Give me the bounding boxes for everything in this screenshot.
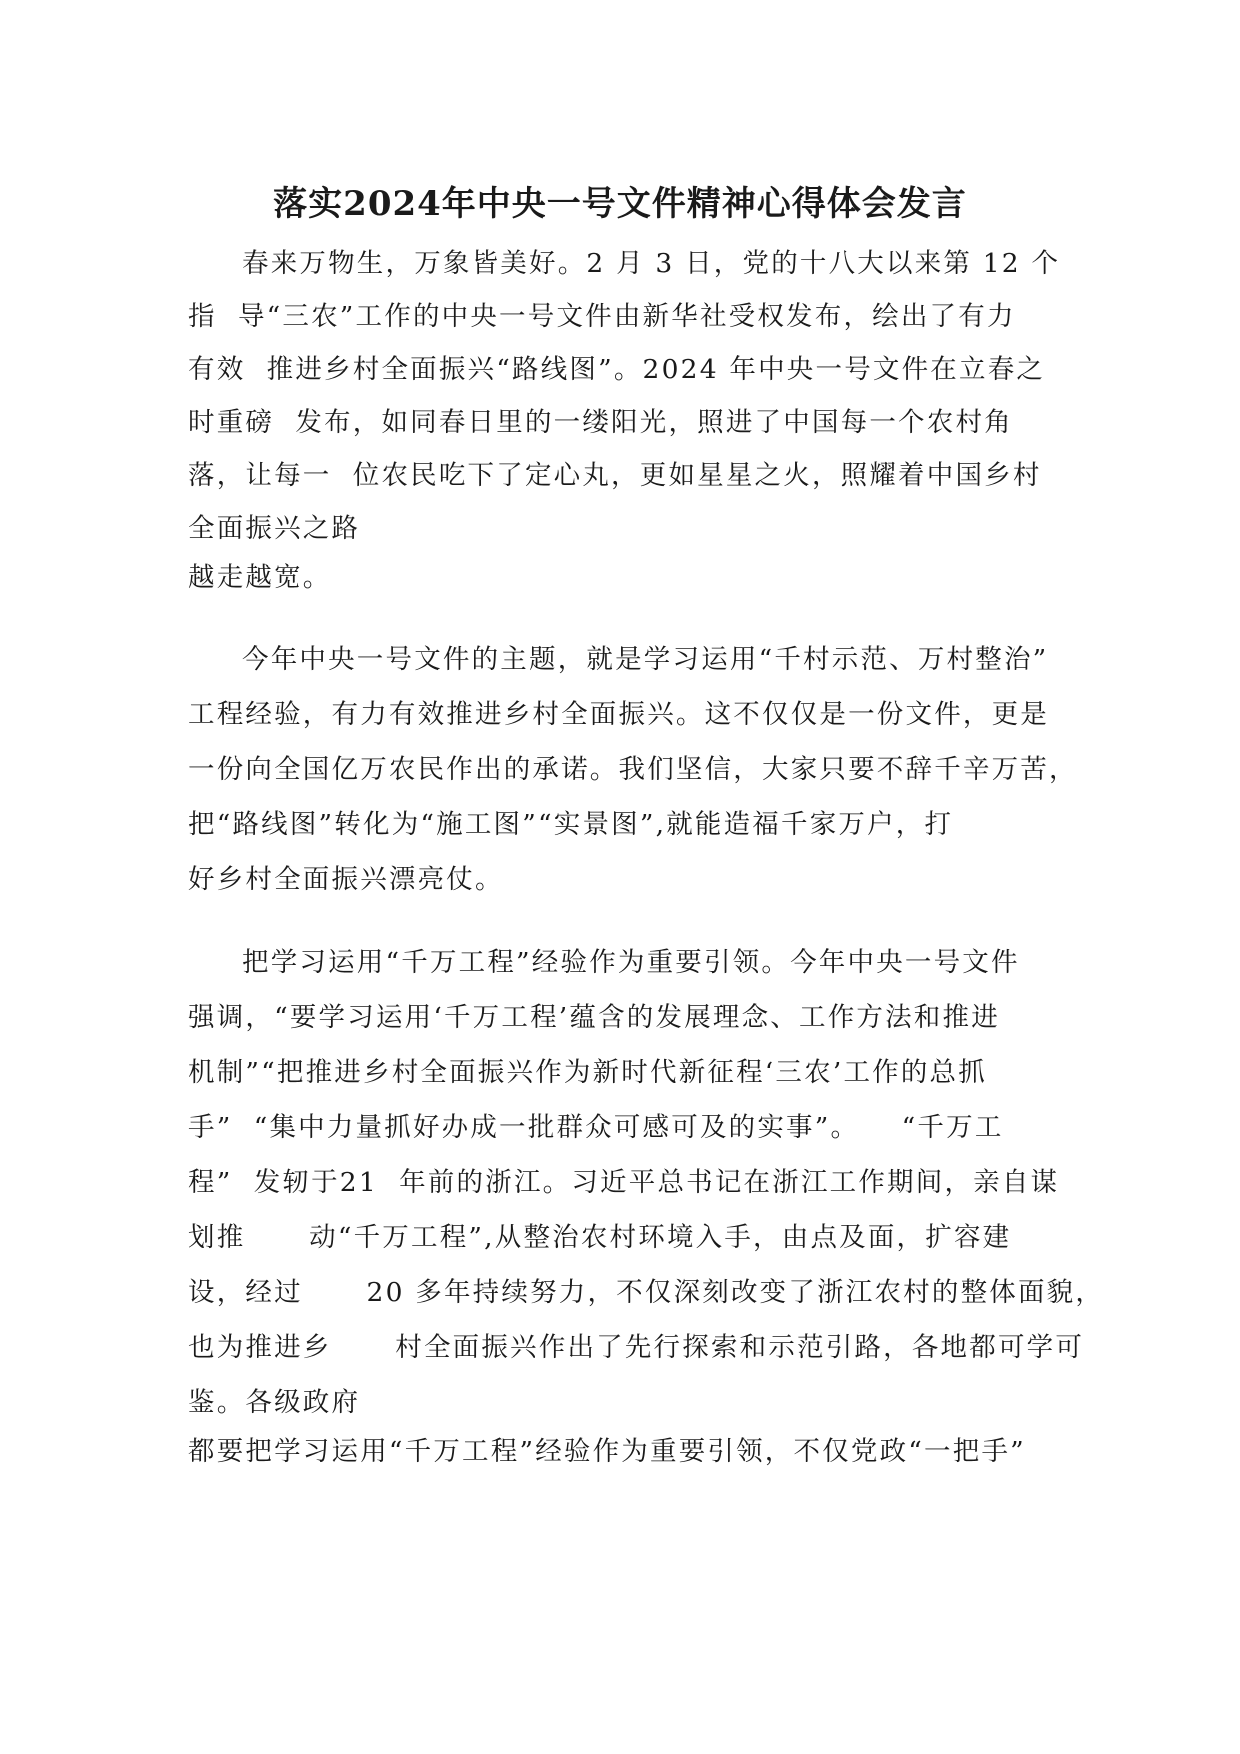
paragraph-1-line-2: 指 导“三农”工作的中央一号文件由新华社受权发布，绘出了有力 (188, 301, 1016, 332)
paragraph-3-line-10: 都要把学习运用“千万工程”经验作为重要引领，不仅党政“一把手” (188, 1436, 1026, 1467)
paragraph-1-line-1: 春来万物生，万象皆美好。2 月 3 日，党的十八大以来第 12 个 (242, 248, 1061, 279)
paragraph-3-line-4: 手” “集中力量抓好办成一批群众可感可及的实事”。 “千万工 (188, 1112, 1004, 1143)
paragraph-2-line-1: 今年中央一号文件的主题，就是学习运用“千村示范、万村整治” (242, 644, 1049, 675)
paragraph-2-line-3: 一份向全国亿万农民作出的承诺。我们坚信，大家只要不辞千辛万苦， (188, 754, 1078, 785)
paragraph-1-line-6: 全面振兴之路 (188, 513, 361, 544)
paragraph-3-line-6: 划推 动“千万工程”,从整治农村环境入手，由点及面，扩容建 (188, 1222, 1012, 1253)
paragraph-2-line-2: 工程经验，有力有效推进乡村全面振兴。这不仅仅是一份文件，更是 (188, 699, 1049, 730)
paragraph-1-line-7: 越走越宽。 (188, 562, 332, 593)
document-title: 落实2024年中央一号文件精神心得体会发言 (273, 184, 967, 224)
paragraph-1-line-5: 落，让每一 位农民吃下了定心丸，更如星星之火，照耀着中国乡村 (188, 460, 1042, 491)
paragraph-3-line-7: 设，经过 20 多年持续努力，不仅深刻改变了浙江农村的整体面貌， (188, 1277, 1105, 1308)
paragraph-2-line-5: 好乡村全面振兴漂亮仗。 (188, 864, 504, 895)
paragraph-3-line-3: 机制”“把推进乡村全面振兴作为新时代新征程‘三农’工作的总抓 (188, 1057, 987, 1088)
paragraph-1-line-3: 有效 推进乡村全面振兴“路线图”。2024 年中央一号文件在立春之 (188, 354, 1046, 385)
paragraph-3-line-5: 程” 发轫于21 年前的浙江。习近平总书记在浙江工作期间，亲自谋 (188, 1167, 1060, 1198)
paragraph-1-line-4: 时重磅 发布，如同春日里的一缕阳光，照进了中国每一个农村角 (188, 407, 1013, 438)
paragraph-3-line-1: 把学习运用“千万工程”经验作为重要引领。今年中央一号文件 (242, 947, 1020, 978)
paragraph-3-line-2: 强调，“要学习运用‘千万工程’蕴含的发展理念、工作方法和推进 (188, 1002, 1000, 1033)
paragraph-3-line-9: 鉴。各级政府 (188, 1387, 361, 1418)
paragraph-2-line-4: 把“路线图”转化为“施工图”“实景图”,就能造福千家万户，打 (188, 809, 954, 840)
paragraph-3-line-8: 也为推进乡 村全面振兴作出了先行探索和示范引路，各地都可学可 (188, 1332, 1085, 1363)
